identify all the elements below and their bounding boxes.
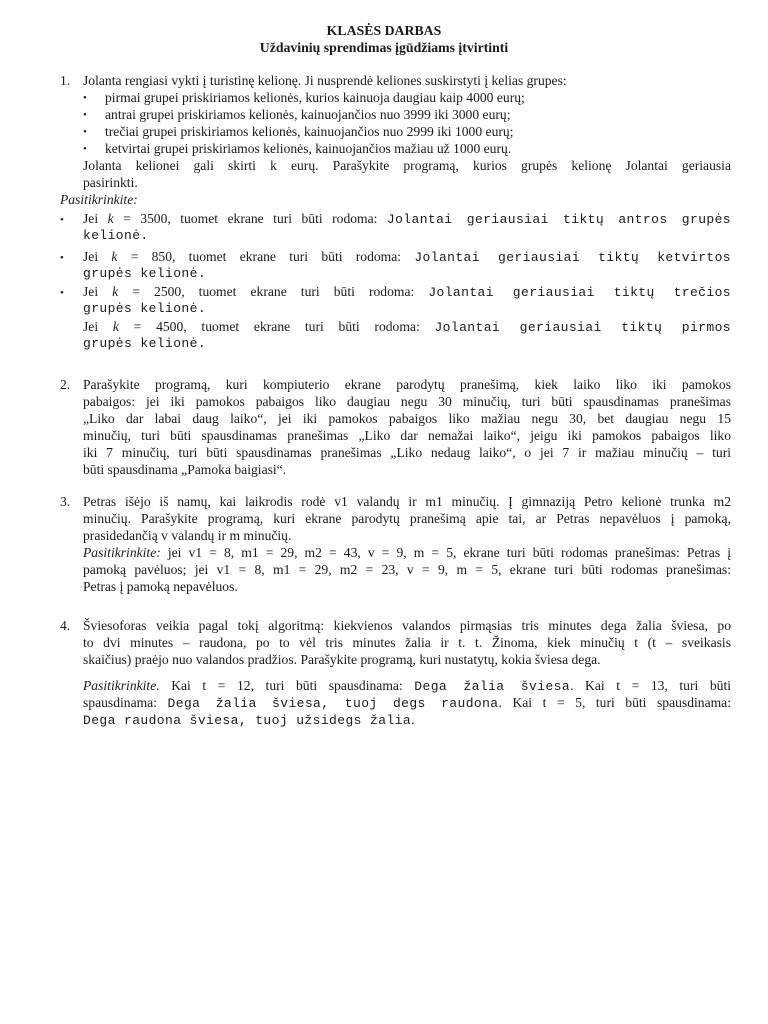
task-1-text: Jolanta kelionei gali skirti k eurų. Parašykite programą, kurios grupės kelionę Jolantai geriausia xyxy=(83,158,731,173)
task-4-check-line: Pasitikrinkite. Kai t = 12, turi būti spausdinama: Dega žalia šviesa. Kai t = 13, turi būti xyxy=(83,678,731,694)
task-4-check-label: Pasitikrinkite. xyxy=(83,678,160,693)
task-1-group-3: trečiai grupei priskiriamos kelionės, kainuojančios nuo 2999 iki 1000 eurų; xyxy=(105,124,514,139)
task-3-check-line: Pasitikrinkite: jei v1 = 8, m1 = 29, m2 = 43, v = 9, m = 5, ekrane turi būti rodomas pranešimas: Petras į xyxy=(83,545,731,560)
task-3-text: prasidedančią v valandų ir m minučių. xyxy=(83,528,292,543)
task-1-check-label: Pasitikrinkite: xyxy=(60,192,138,207)
task-3-text: minučių. Parašykite programą, kuri ekrane parodytų pranešimą apie tai, ar Petras nepavėluos į pamoką, xyxy=(83,511,731,526)
task-2-text: „Liko dar labai daug laiko“, jei iki pamokos pabaigos liko mažiau negu 30, bet daugiau negu 15 xyxy=(83,411,731,426)
task-4-number: 4. xyxy=(60,618,71,633)
task-1-check-2-output: grupės kelionė. xyxy=(83,266,207,281)
task-2-text: pabaigos: jei iki pamokos pabaigos liko daugiau negu 30 minučių, turi būti spausdinamas pranešimas xyxy=(83,394,731,409)
task-1-group-2: antrai grupei priskiriamos kelionės, kainuojančios nuo 3999 iki 3000 eurų; xyxy=(105,107,511,122)
task-3-check-line: pamoką pavėluos; jei v1 = 8, m1 = 29, m2 = 23, v = 9, m = 5, ekrane turi būti rodomas pranešimas: xyxy=(83,562,731,577)
task-4-check-line: spausdinama: Dega žalia šviesa, tuoj degs raudona. Kai t = 5, turi būti spausdinama: xyxy=(83,695,731,711)
task-3-text: Petras išėjo iš namų, kai laikrodis rodė v1 valandų ir m1 minučių. Į gimnaziją Petro kelionė trunka m2 xyxy=(83,494,731,509)
task-1-check-1: Jei k = 3500, tuomet ekrane turi būti rodoma: Jolantai geriausiai tiktų antros grupės xyxy=(83,211,731,227)
task-1-group-4: ketvirtai grupei priskiriamos kelionės, kainuojančios mažiau už 1000 eurų. xyxy=(105,141,512,156)
task-4-check-line: Dega raudona šviesa, tuoj užsidegs žalia. xyxy=(83,712,415,728)
task-1-check-4-output: grupės kelionė. xyxy=(83,336,207,351)
task-2-text: iki 7 minučių, turi būti spausdinamas pranešimas „Liko nedaug laiko“, o jei 7 ir mažiau minučių – turi xyxy=(83,445,731,460)
task-1-check-2: Jei k = 850, tuomet ekrane turi būti rodoma: Jolantai geriausiai tiktų ketvirtos xyxy=(83,249,732,265)
task-1-number: 1. xyxy=(60,73,71,88)
task-4-text: to dvi minutes – raudona, po to vėl tris minutes žalia ir t. t. Žinoma, kiek minučių t (t – sveikasis xyxy=(83,635,731,650)
bullet-icon: • xyxy=(60,214,64,226)
task-4-text: Šviesoforas veikia pagal tokį algoritmą: kiekvienos valandos pirmąsias tris minutes dega žalia šviesa, po xyxy=(83,618,731,633)
task-3-check-line: Petras į pamoką nepavėluos. xyxy=(83,579,238,594)
bullet-icon: • xyxy=(83,92,87,104)
task-1-group-1: pirmai grupei priskiriamos kelionės, kurios kainuoja daugiau kaip 4000 eurų; xyxy=(105,90,525,105)
bullet-icon: • xyxy=(60,252,64,264)
task-1-intro: Jolanta rengiasi vykti į turistinę kelionę. Ji nusprendė keliones suskirstyti į kelias grupes: xyxy=(83,73,567,88)
bullet-icon: • xyxy=(60,287,64,299)
task-2-text: būti spausdinama „Pamoka baigiasi“. xyxy=(83,462,287,477)
task-1-check-3: Jei k = 2500, tuomet ekrane turi būti rodoma: Jolantai geriausiai tiktų trečios xyxy=(83,284,731,300)
task-1-check-3-output: grupės kelionė. xyxy=(83,301,207,316)
task-1-text: pasirinkti. xyxy=(83,175,138,190)
task-2-number: 2. xyxy=(60,377,71,392)
task-2-text: minučių, turi būti spausdinamas pranešimas „Liko dar nemažai laiko“, jeigu iki pamokos pabaigos liko xyxy=(83,428,731,443)
task-2-text: Parašykite programą, kuri kompiuterio ekrane parodytų pranešimą, kiek laiko liko iki pamokos xyxy=(83,377,731,392)
page-title: KLASĖS DARBAS xyxy=(326,23,442,38)
task-1-check-1-output: kelionė. xyxy=(83,228,149,243)
bullet-icon: • xyxy=(83,143,87,155)
page-subtitle: Uždavinių sprendimas įgūdžiams įtvirtinti xyxy=(259,40,509,55)
task-4-text: skaičius) praėjo nuo valandos pradžios. Parašykite programą, kuri nustatytų, kokia šviesa dega. xyxy=(83,652,601,667)
task-3-check-label: Pasitikrinkite: xyxy=(83,545,161,560)
task-3-number: 3. xyxy=(60,494,71,509)
bullet-icon: • xyxy=(83,109,87,121)
task-1-check-4: Jei k = 4500, tuomet ekrane turi būti rodoma: Jolantai geriausiai tiktų pirmos xyxy=(83,319,731,335)
bullet-icon: • xyxy=(83,126,87,138)
